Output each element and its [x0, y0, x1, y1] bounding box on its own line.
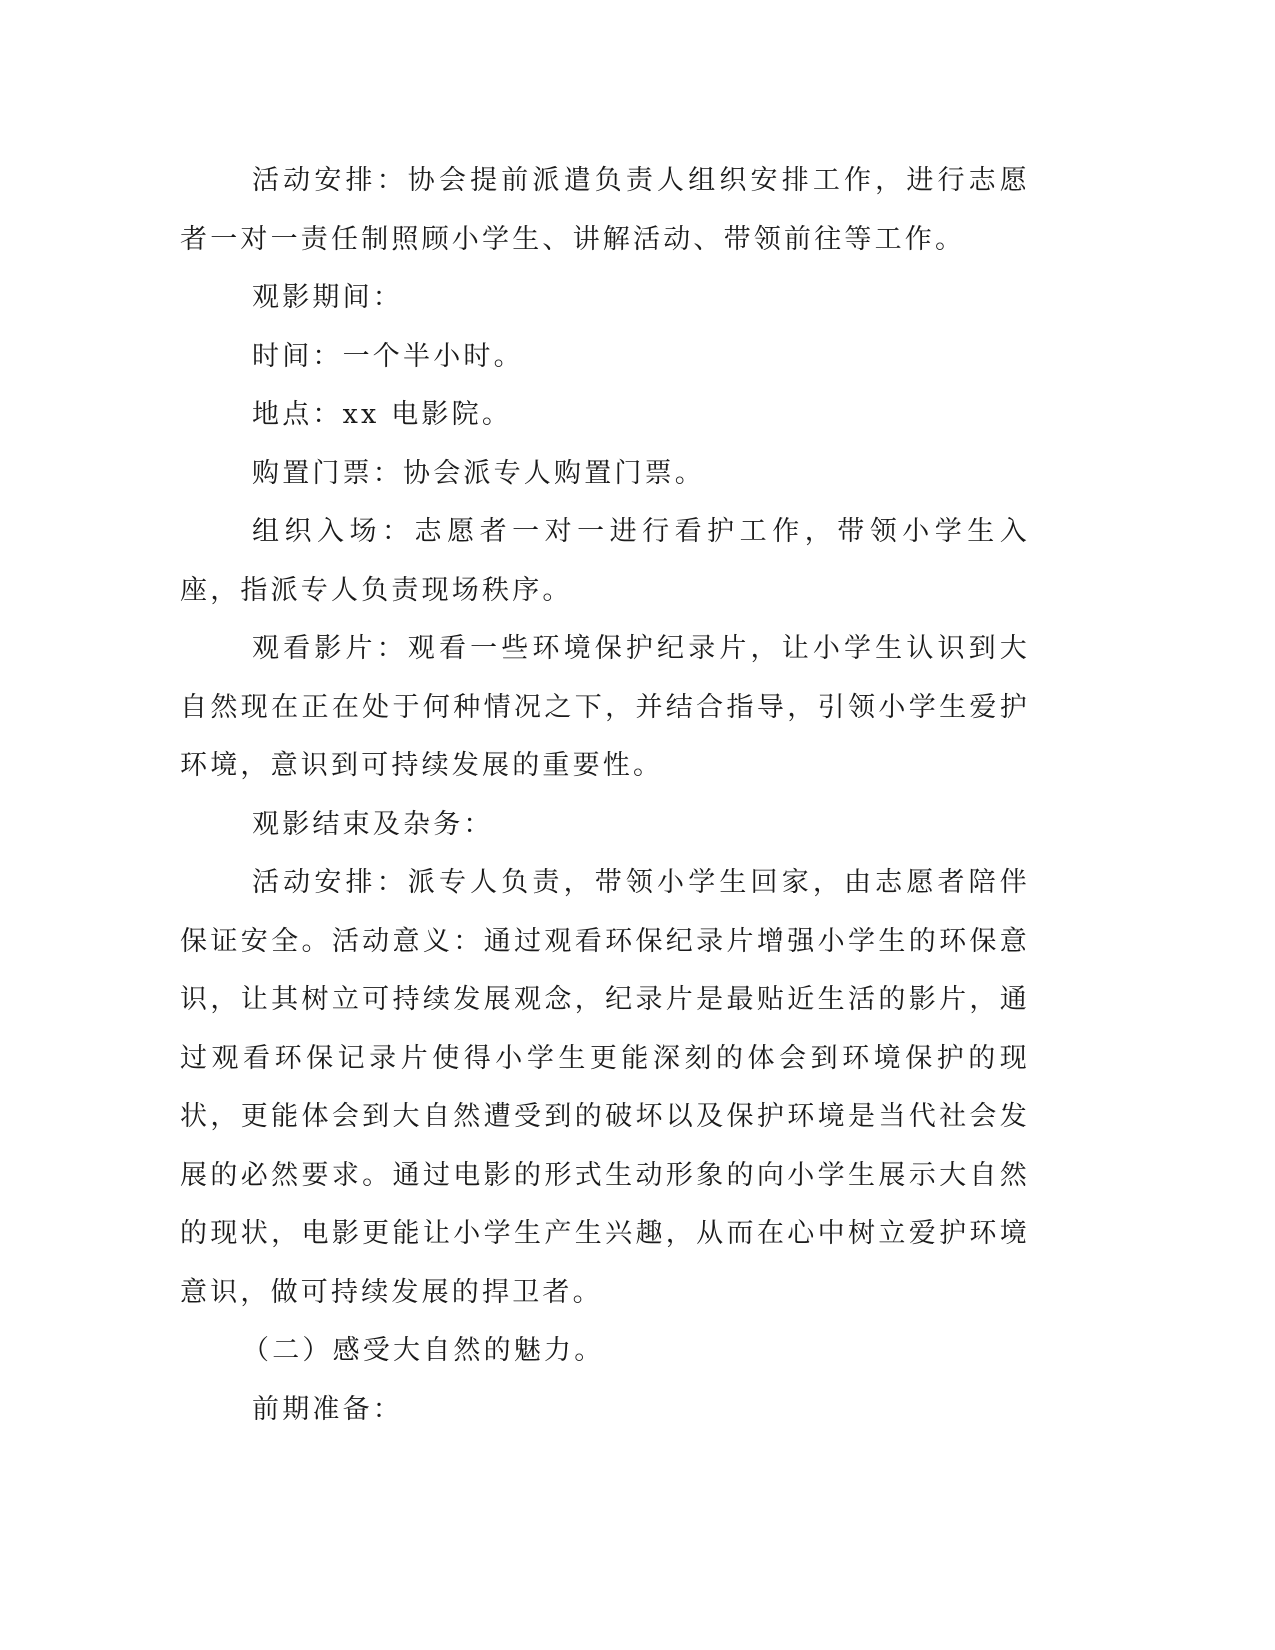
- heading-screening-period: 观影期间：: [252, 282, 403, 313]
- heading-preparation: 前期准备：: [252, 1393, 403, 1425]
- paragraph-time: 时间：一个半小时。: [252, 340, 524, 372]
- section-heading-nature: （二）感受大自然的魅力。: [242, 1335, 605, 1366]
- paragraph-location: 地点：xx 电影院。: [252, 399, 513, 430]
- paragraph-arrangement-and-significance: 活动安排：派专人负责，带领小学生回家，由志愿者陪伴保证安全。活动意义：通过观看环保纪录片增强小学生的环保意识，让其树立可持续发展观念，纪录片是最贴近生活的影片，通过观看环保记录片使得小学生更能深刻的体会到环境保护的现状，更能体会到大自然遭受到的破坏以及保护环境是当代社会发展的必然要求。通过电影的形式生动形象的向小学生展示大自然的现状，电影更能让小学生产生兴趣，从而在心中树立爱护环境意识，做可持续发展的捍卫者。: [180, 867, 1030, 1308]
- document-page: [180, 152, 1030, 1439]
- paragraph-activity-arrangement: 活动安排：协会提前派遣负责人组织安排工作，进行志愿者一对一责任制照顾小学生、讲解活动、带领前往等工作。: [180, 165, 1030, 255]
- paragraph-watch-film: 观看影片：观看一些环境保护纪录片，让小学生认识到大自然现在正在处于何种情况之下，并结合指导，引领小学生爱护环境，意识到可持续发展的重要性。: [180, 633, 1030, 781]
- paragraph-tickets: 购置门票：协会派专人购置门票。: [252, 457, 705, 489]
- heading-after-screening: 观影结束及杂务：: [252, 808, 494, 840]
- paragraph-entry: 组织入场：志愿者一对一进行看护工作，带领小学生入座，指派专人负责现场秩序。: [180, 516, 1030, 606]
